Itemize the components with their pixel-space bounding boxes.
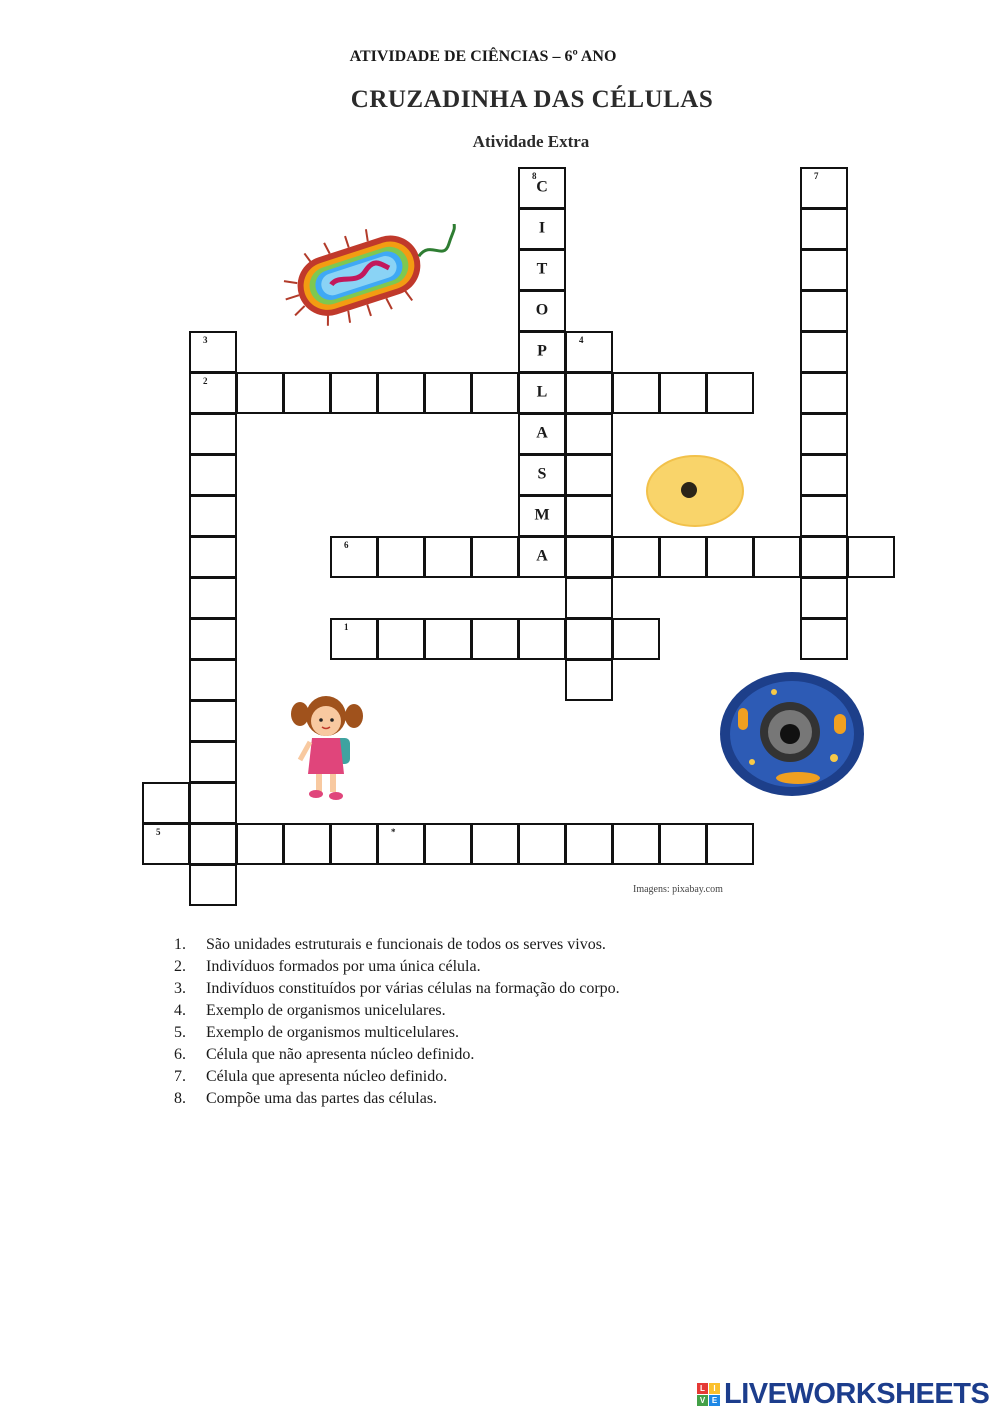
logo-text: LIVEWORKSHEETS [724, 1377, 990, 1410]
clue-number-label: 1 [344, 622, 349, 632]
clue-item [174, 1044, 620, 1066]
clue-text: Indivíduos formados por uma única célula. [206, 958, 481, 975]
crossword-cell[interactable] [424, 536, 472, 578]
crossword-cell[interactable] [800, 577, 848, 619]
crossword-cell[interactable] [330, 372, 378, 414]
crossword-cell[interactable] [800, 372, 848, 414]
crossword-cell[interactable] [800, 536, 848, 578]
crossword-cell[interactable] [706, 823, 754, 865]
crossword-cell[interactable] [142, 782, 190, 824]
crossword-cell[interactable] [800, 618, 848, 660]
crossword-cell[interactable] [518, 290, 566, 332]
clue-number-label: 5 [156, 827, 161, 837]
clue-item [174, 1088, 620, 1110]
given-letter: T [536, 260, 548, 278]
crossword-cell[interactable] [800, 208, 848, 250]
logo-badge-letter: L [697, 1383, 708, 1394]
given-letter: M [534, 506, 550, 524]
crossword-cell[interactable] [189, 700, 237, 742]
crossword-cell[interactable] [142, 823, 190, 865]
crossword-cell[interactable] [847, 536, 895, 578]
crossword-cell[interactable] [706, 372, 754, 414]
crossword-cell[interactable] [800, 413, 848, 455]
crossword-cell[interactable] [189, 782, 237, 824]
crossword-cell[interactable] [189, 372, 237, 414]
crossword-cell[interactable] [659, 536, 707, 578]
crossword-cell[interactable] [518, 618, 566, 660]
crossword-cell[interactable] [189, 454, 237, 496]
crossword-cell[interactable] [518, 208, 566, 250]
given-letter: P [537, 342, 547, 360]
crossword-cell[interactable] [377, 823, 425, 865]
crossword-cell[interactable] [518, 454, 566, 496]
crossword-cell[interactable] [800, 495, 848, 537]
clue-text: Célula que não apresenta núcleo definido. [206, 1046, 475, 1063]
crossword-cell[interactable] [565, 331, 613, 373]
clue-number: 1. [174, 936, 186, 953]
clue-item [174, 1066, 620, 1088]
logo-badge [697, 1383, 720, 1406]
crossword-cell[interactable] [330, 823, 378, 865]
given-letter: L [536, 383, 548, 401]
crossword-cell[interactable] [518, 413, 566, 455]
clue-number: 7. [174, 1068, 186, 1085]
crossword-cell[interactable] [283, 372, 331, 414]
clue-text: Compõe uma das partes das células. [206, 1090, 438, 1107]
crossword-cell[interactable] [565, 536, 613, 578]
clue-text: Exemplo de organismos unicelulares. [206, 1002, 446, 1019]
crossword-cell[interactable] [565, 823, 613, 865]
clue-number-label: 7 [814, 171, 819, 181]
crossword-cell[interactable] [377, 536, 425, 578]
crossword-cell[interactable] [753, 536, 801, 578]
crossword-cell[interactable] [612, 372, 660, 414]
crossword-cell[interactable] [189, 864, 237, 906]
crossword-cell[interactable] [565, 454, 613, 496]
crossword-cell[interactable] [471, 823, 519, 865]
crossword-cell[interactable] [659, 823, 707, 865]
clue-item [174, 1000, 620, 1022]
image-credit: Imagens: pixabay.com [633, 884, 723, 895]
given-letter: C [536, 178, 548, 196]
clue-number: 8. [174, 1090, 186, 1107]
crossword-cell[interactable] [471, 536, 519, 578]
crossword-cell[interactable] [189, 331, 237, 373]
crossword-cell[interactable] [189, 413, 237, 455]
clue-number-label: 6 [344, 540, 349, 550]
crossword-cell[interactable] [189, 536, 237, 578]
given-letter: O [535, 301, 549, 319]
clue-item [174, 978, 620, 1000]
logo-badge-letter: E [709, 1395, 720, 1406]
crossword-cell[interactable] [518, 249, 566, 291]
crossword-cell[interactable] [189, 577, 237, 619]
crossword-cell[interactable] [189, 823, 237, 865]
crossword-cell[interactable] [565, 577, 613, 619]
given-letter: I [538, 219, 546, 237]
crossword-cell[interactable] [565, 659, 613, 701]
clue-number-label: 8 [532, 171, 537, 181]
crossword-cell[interactable] [565, 495, 613, 537]
given-letter: A [536, 547, 548, 565]
crossword-cell[interactable] [330, 536, 378, 578]
clue-number: 4. [174, 1002, 186, 1019]
crossword-cell[interactable] [236, 823, 284, 865]
worksheet-title: CRUZADINHA DAS CÉLULAS [350, 86, 714, 113]
crossword-cell[interactable] [236, 372, 284, 414]
crossword-cell[interactable] [518, 495, 566, 537]
crossword-cell[interactable] [189, 618, 237, 660]
crossword-cell[interactable] [424, 372, 472, 414]
crossword-cell[interactable] [471, 618, 519, 660]
crossword-cell[interactable] [283, 823, 331, 865]
clue-number: 6. [174, 1046, 186, 1063]
clue-number-label: * [391, 827, 396, 837]
clue-text: Exemplo de organismos multicelulares. [206, 1024, 459, 1041]
crossword-cell[interactable] [800, 290, 848, 332]
clue-text: São unidades estruturais e funcionais de todos os serves vivos. [206, 936, 606, 953]
clue-number: 2. [174, 958, 186, 975]
crossword-cell[interactable] [800, 454, 848, 496]
crossword-cell[interactable] [565, 618, 613, 660]
crossword-cell[interactable] [424, 618, 472, 660]
crossword-cell[interactable] [612, 823, 660, 865]
crossword-cell[interactable] [518, 372, 566, 414]
crossword-cell[interactable] [612, 618, 660, 660]
crossword-cell[interactable] [471, 372, 519, 414]
crossword-cell[interactable] [659, 372, 707, 414]
crossword-cell[interactable] [800, 331, 848, 373]
worksheet-header: ATIVIDADE DE CIÊNCIAS – 6º ANO [349, 48, 617, 65]
given-letter: A [536, 424, 548, 442]
clue-number: 5. [174, 1024, 186, 1041]
crossword-cell[interactable] [612, 536, 660, 578]
crossword-cell[interactable] [330, 618, 378, 660]
clue-number-label: 2 [203, 376, 208, 386]
crossword-cell[interactable] [424, 823, 472, 865]
crossword-cell[interactable] [565, 372, 613, 414]
worksheet-subtitle: Atividade Extra [472, 132, 590, 151]
crossword-cell[interactable] [565, 413, 613, 455]
clue-item [174, 934, 620, 956]
crossword-cell[interactable] [377, 372, 425, 414]
crossword-cell[interactable] [706, 536, 754, 578]
crossword-cell[interactable] [518, 823, 566, 865]
crossword-cell[interactable] [189, 659, 237, 701]
clue-number-label: 4 [579, 335, 584, 345]
clue-list [174, 934, 620, 1110]
crossword-cell[interactable] [189, 741, 237, 783]
clue-item [174, 1022, 620, 1044]
given-letter: S [537, 465, 547, 483]
logo-badge-letter: I [709, 1383, 720, 1394]
crossword-cell[interactable] [518, 167, 566, 209]
crossword-cell[interactable] [800, 167, 848, 209]
crossword-cell[interactable] [518, 536, 566, 578]
clue-number: 3. [174, 980, 186, 997]
clue-item [174, 956, 620, 978]
logo-badge-letter: V [697, 1395, 708, 1406]
clue-text: Indivíduos constituídos por várias células na formação do corpo. [206, 980, 620, 997]
crossword-cell[interactable] [377, 618, 425, 660]
crossword-cell[interactable] [800, 249, 848, 291]
liveworksheets-logo [697, 1376, 989, 1412]
crossword-cell[interactable] [189, 495, 237, 537]
clue-text: Célula que apresenta núcleo definido. [206, 1068, 448, 1085]
clue-number-label: 3 [203, 335, 208, 345]
crossword-cell[interactable] [518, 331, 566, 373]
